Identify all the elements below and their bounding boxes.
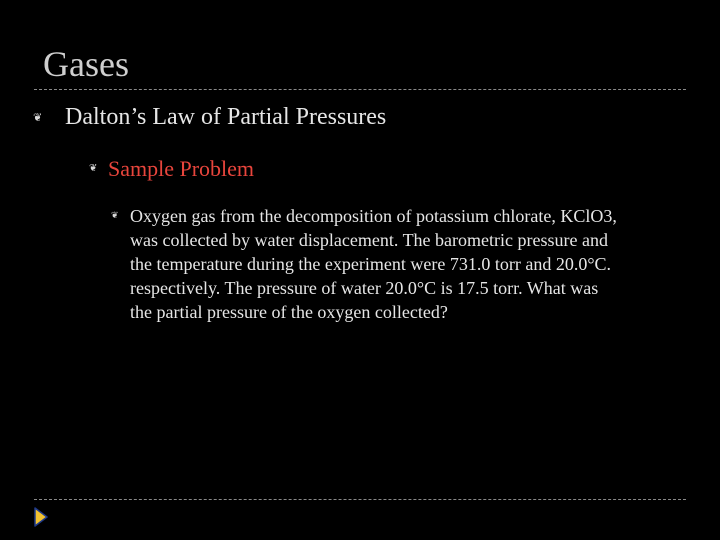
problem-text-line: the partial pressure of the oxygen collected?	[130, 302, 448, 322]
bullet-level1-text: Dalton’s Law of Partial Pressures	[65, 104, 387, 130]
problem-text-line: respectively. The pressure of water 20.0°C is 17.5 torr. What was	[130, 278, 599, 298]
slide-title: Gases	[43, 44, 129, 84]
footer-divider	[34, 499, 686, 500]
fleuron-icon: ❦	[33, 112, 43, 124]
fleuron-icon: ❦	[89, 163, 98, 174]
fleuron-icon: ❦	[111, 210, 119, 220]
bullet-level2-text: Sample Problem	[108, 156, 255, 181]
problem-text-line: Oxygen gas from the decomposition of potassium chlorate, KClO3,	[130, 206, 617, 226]
problem-text	[130, 204, 690, 324]
play-arrow-icon[interactable]	[34, 507, 48, 527]
problem-text-line: was collected by water displacement. The barometric pressure and	[130, 230, 608, 250]
problem-text-line: the temperature during the experiment were 731.0 torr and 20.0°C.	[130, 254, 612, 274]
title-divider	[34, 89, 686, 90]
